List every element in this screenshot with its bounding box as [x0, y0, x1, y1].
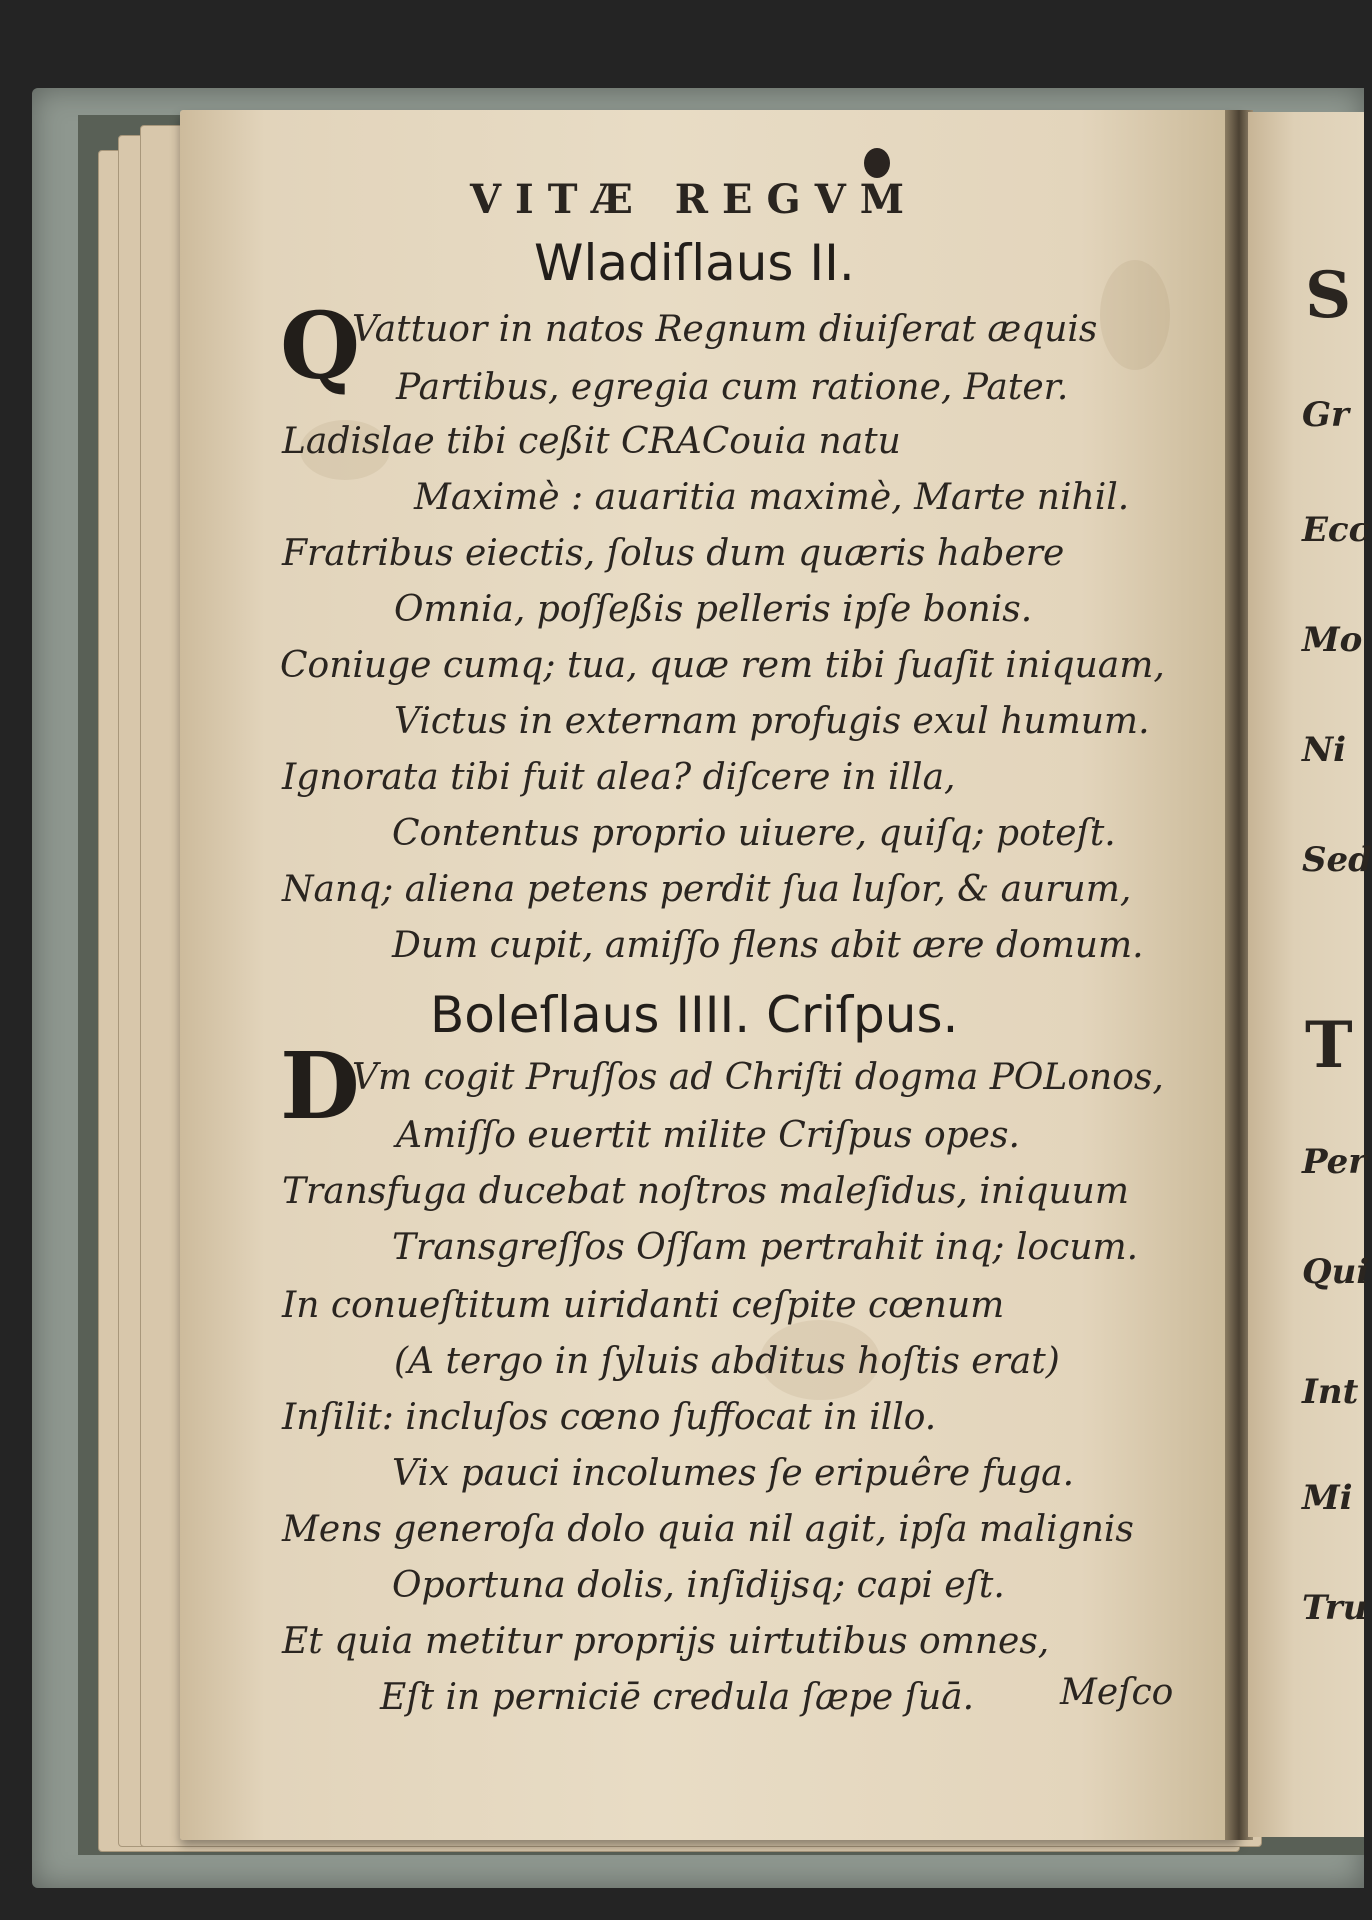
verse-line: Ignorata tibi fuit alea? diſcere in illa,	[282, 757, 956, 798]
drop-cap: Q	[280, 292, 361, 400]
facing-line: T	[1305, 1008, 1353, 1083]
verse-line: Inſilit: incluſos cœno ſuffocat in illo.	[282, 1397, 937, 1438]
verse-line: Dum cupit, amiſſo flens abit ære domum.	[392, 925, 1144, 966]
verse-line: Et quia metitur proprijs uirtutibus omnes,	[282, 1621, 1050, 1662]
section-title: Boleſlaus IIII. Criſpus.	[430, 986, 959, 1044]
facing-line: Mo	[1302, 620, 1363, 660]
facing-line: Per	[1302, 1142, 1367, 1182]
verse-line: Fratribus eiectis, ſolus dum quæris habere	[282, 533, 1065, 574]
verse-line: Vix pauci incolumes ſe eripuêre fuga.	[392, 1453, 1075, 1494]
facing-line: Ni	[1302, 730, 1346, 770]
verse-line: Nanq; aliena petens perdit ſua luſor, & aurum,	[282, 869, 1132, 910]
verse-line: Coniuge cumq; tua, quæ rem tibi ſuaſit iniquam,	[280, 645, 1165, 686]
facing-page	[1248, 112, 1367, 1837]
ink-blot	[864, 148, 890, 178]
facing-line: Gr	[1302, 395, 1349, 435]
verse-line: Mens generoſa dolo quia nil agit, ipſa malignis	[282, 1509, 1134, 1550]
verse-line: Contentus proprio uiuere, quiſq; poteſt.	[392, 813, 1116, 854]
verse-line: Partibus, egregia cum ratione, Pater.	[396, 367, 1069, 408]
verse-line: Amiſſo euertit milite Criſpus opes.	[396, 1115, 1020, 1156]
verse-line: Vattuor in natos Regnum diuiſerat æquis	[352, 309, 1098, 350]
verse-line: Victus in externam profugis exul humum.	[394, 701, 1150, 742]
verse-line: In conueſtitum uiridanti ceſpite cœnum	[282, 1285, 1005, 1326]
verse-line: Transfuga ducebat noſtros maleſidus, iniquum	[282, 1171, 1129, 1212]
facing-line: Ecc	[1302, 510, 1370, 550]
section-title: Wladiſlaus II.	[534, 234, 855, 292]
verse-line: Vm cogit Pruſſos ad Chriſti dogma POLonos,	[352, 1057, 1164, 1098]
verse-line: Transgreſſos Oſſam pertrahit inq; locum.	[392, 1227, 1139, 1268]
verse-line: Ladislae tibi ceßit CRACouia natu	[282, 421, 901, 462]
verse-line: Oportuna dolis, inſidijsq; capi eſt.	[392, 1565, 1005, 1606]
facing-line: Int	[1302, 1372, 1359, 1412]
facing-line: Tru	[1302, 1588, 1368, 1628]
catchword: Meſco	[1060, 1672, 1174, 1713]
verse-line: Maximè : auaritia maximè, Marte nihil.	[414, 477, 1130, 518]
running-head: VITÆ REGVM	[470, 176, 919, 223]
facing-line: Sed	[1302, 840, 1372, 880]
facing-line: S	[1305, 258, 1352, 333]
verse-line: (A tergo in ſyluis abditus hoſtis erat)	[394, 1341, 1060, 1382]
facing-line: Mi	[1302, 1478, 1353, 1518]
facing-line: Qui	[1302, 1252, 1370, 1292]
stain	[1100, 260, 1170, 370]
drop-cap: D	[280, 1032, 360, 1140]
verse-line: Eſt in perniciē credula ſæpe ſuā.	[380, 1677, 975, 1718]
verse-line: Omnia, poſſeßis pelleris ipſe bonis.	[394, 589, 1033, 630]
